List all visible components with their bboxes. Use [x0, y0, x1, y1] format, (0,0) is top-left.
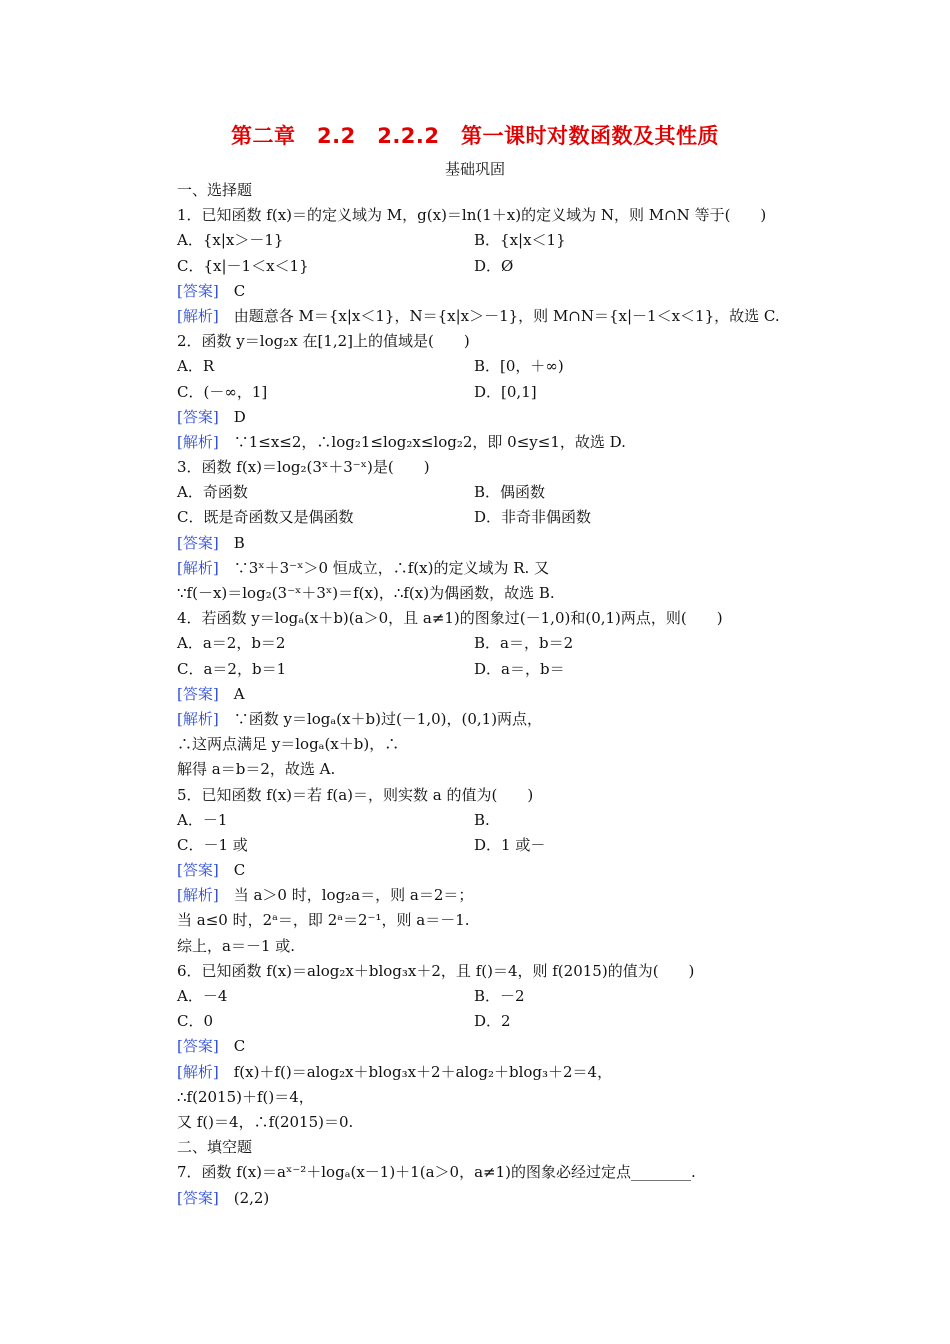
option-left: C．既是奇函数又是偶函数 — [177, 508, 354, 527]
text-line: 二、填空题 — [177, 1138, 253, 1157]
option-row — [177, 657, 817, 682]
text-line: 2．函数 y＝log₂x 在[1,2]上的值域是( ) — [177, 332, 470, 351]
option-left: C．(－∞，1] — [177, 382, 268, 401]
text-line: 又 f()＝4，∴f(2015)＝0. — [177, 1112, 354, 1131]
answer-tag: [答案] — [177, 407, 219, 426]
answer-line — [177, 556, 817, 581]
option-right: D．非奇非偶函数 — [474, 508, 592, 527]
answer-tag: [答案] — [177, 281, 219, 300]
answer-line — [177, 1186, 817, 1211]
text-line: 7．函数 f(x)＝aˣ⁻²＋logₐ(x－1)＋1(a＞0，a≠1)的图象必经过定点________. — [177, 1163, 696, 1182]
answer-line — [177, 858, 817, 883]
option-row — [177, 254, 817, 279]
option-row — [177, 480, 817, 505]
option-row — [177, 984, 817, 1009]
option-row — [177, 380, 817, 405]
text-line: 解得 a＝b＝2，故选 A. — [177, 760, 336, 779]
answer-text: ∵1≤x≤2，∴log₂1≤log₂x≤log₂2，即 0≤y≤1，故选 D. — [218, 432, 626, 451]
text-line: 一、选择题 — [177, 181, 253, 199]
answer-text: 当 a＞0 时，log₂a＝，则 a＝2＝； — [218, 886, 474, 905]
option-right: B．－2 — [474, 987, 525, 1005]
option-row — [177, 1009, 817, 1034]
option-right: D．2 — [474, 1012, 511, 1031]
answer-tag: [解析] — [177, 709, 219, 728]
answer-text: D — [218, 407, 246, 426]
answer-text: f(x)＋f()＝alog₂x＋blog₃x＋2＋alog₂＋blog₃＋2＝4， — [218, 1062, 613, 1081]
answer-line — [177, 279, 817, 304]
answer-line — [177, 883, 817, 908]
exercise-content — [177, 178, 817, 1211]
answer-text: C — [218, 861, 246, 880]
option-row — [177, 808, 817, 833]
answer-text: (2,2) — [218, 1188, 270, 1207]
option-left: A．{x|x＞－1} — [177, 231, 284, 250]
text-line: ∴这两点满足 y＝logₐ(x＋b)，∴ — [177, 735, 400, 754]
option-left: A．－4 — [177, 987, 228, 1005]
option-right: B．{x|x＜1} — [474, 231, 566, 250]
answer-tag: [答案] — [177, 533, 219, 552]
answer-tag: [解析] — [177, 558, 219, 577]
text-line: 5．已知函数 f(x)＝若 f(a)＝，则实数 a 的值为( ) — [177, 785, 534, 804]
option-right: B．[0，＋∞) — [474, 357, 564, 376]
answer-tag: [解析] — [177, 432, 219, 451]
text-line: 6．已知函数 f(x)＝alog₂x＋blog₃x＋2，且 f()＝4，则 f(2015)的值为( ) — [177, 961, 695, 980]
option-right: B．a＝，b＝2 — [474, 634, 574, 653]
answer-tag: [解析] — [177, 886, 219, 905]
text-line: 当 a≤0 时，2ᵃ＝，即 2ᵃ＝2⁻¹，则 a＝－1. — [177, 911, 470, 930]
option-right: B. — [474, 810, 490, 829]
option-left: A．－1 — [177, 810, 228, 829]
answer-tag: [解析] — [177, 1062, 219, 1081]
answer-text: ∵函数 y＝logₐ(x＋b)过(－1,0)，(0,1)两点， — [218, 709, 543, 728]
answer-tag: [答案] — [177, 1037, 219, 1056]
answer-tag: [解析] — [177, 306, 219, 325]
text-line: ∴f(2015)＋f()＝4， — [177, 1087, 314, 1106]
option-left: C．{x|－1＜x＜1} — [177, 256, 309, 275]
answer-tag: [答案] — [177, 1188, 219, 1207]
option-left: C．a＝2，b＝1 — [177, 659, 287, 678]
option-right: D．Ø — [474, 256, 514, 275]
answer-text: B — [218, 533, 245, 552]
text-line: 1．已知函数 f(x)＝的定义域为 M，g(x)＝ln(1＋x)的定义域为 N，则 M∩N 等于( ) — [177, 206, 767, 225]
text-line: 综上，a＝－1 或. — [177, 936, 296, 955]
answer-text: 由题意各 M＝{x|x＜1}，N＝{x|x＞－1}，则 M∩N＝{x|－1＜x＜1}，故选 C. — [218, 306, 780, 325]
answer-tag: [答案] — [177, 684, 219, 703]
text-line: 3．函数 f(x)＝log₂(3ˣ＋3⁻ˣ)是( ) — [177, 458, 430, 477]
answer-text: C — [218, 281, 246, 300]
option-left: A．R — [177, 357, 215, 376]
option-left: A．a＝2，b＝2 — [177, 634, 286, 653]
option-right: D．[0,1] — [474, 382, 537, 401]
option-row — [177, 631, 817, 656]
answer-text: C — [218, 1037, 246, 1056]
option-right: B．偶函数 — [474, 483, 546, 502]
answer-line — [177, 682, 817, 707]
answer-line — [177, 430, 817, 455]
answer-line — [177, 405, 817, 430]
answer-text: ∵3ˣ＋3⁻ˣ＞0 恒成立，∴f(x)的定义域为 R. 又 — [218, 558, 550, 577]
option-row — [177, 505, 817, 530]
answer-line — [177, 1060, 817, 1085]
text-line: 4．若函数 y＝logₐ(x＋b)(a＞0，且 a≠1)的图象过(－1,0)和(0,1)两点，则( ) — [177, 609, 723, 628]
page-title: 第二章 2.2 2.2.2 第一课时对数函数及其性质 — [231, 124, 719, 148]
option-left: C．－1 或 — [177, 835, 248, 854]
answer-line — [177, 531, 817, 556]
option-row — [177, 833, 817, 858]
option-right: D．a＝，b＝ — [474, 659, 565, 678]
answer-line — [177, 304, 817, 329]
answer-line — [177, 707, 817, 732]
answer-tag: [答案] — [177, 861, 219, 880]
page-subtitle: 基础巩固 — [444, 160, 505, 178]
option-left: C．0 — [177, 1012, 214, 1031]
option-left: A．奇函数 — [177, 483, 248, 502]
option-right: D．1 或－ — [474, 835, 546, 854]
answer-line — [177, 1034, 817, 1059]
text-line: ∵f(－x)＝log₂(3⁻ˣ＋3ˣ)＝f(x)，∴f(x)为偶函数，故选 B. — [177, 584, 555, 602]
answer-text: A — [218, 684, 245, 703]
option-row — [177, 354, 817, 379]
option-row — [177, 228, 817, 253]
